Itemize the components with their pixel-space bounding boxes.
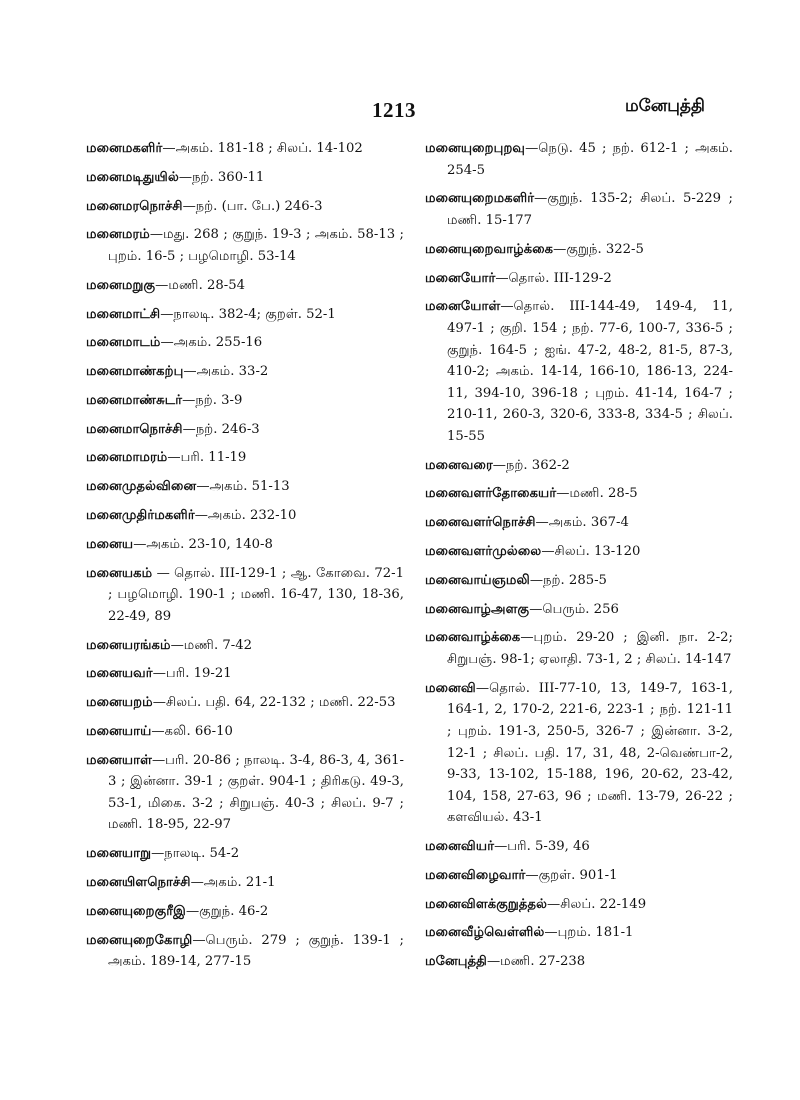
entry-headword: மனைவிளக்குறுத்தல் — [425, 896, 548, 912]
index-entry — [425, 138, 733, 181]
index-entry — [86, 901, 404, 923]
entry-references: —கலி. 66-10 — [151, 723, 233, 739]
entry-headword: மனையுறைமகளிர் — [425, 191, 535, 207]
entry-headword: மனைமரம் — [86, 227, 150, 243]
entry-headword: மனையோள் — [425, 299, 501, 315]
index-entry — [86, 275, 404, 297]
entry-headword: மனைமாமரம் — [86, 450, 168, 466]
index-entry — [86, 138, 404, 160]
entry-headword: மனைமகளிர் — [86, 141, 163, 156]
entry-references: —நாலடி. 382-4; குறள். 52-1 — [160, 306, 336, 322]
entry-references: —குறுந். 135-2; சிலப். 5-229 ; மணி. 15-177 — [447, 191, 733, 228]
entry-headword: மனையுறைகுரீஇ — [86, 903, 186, 919]
entry-references: —அகம். 23-10, 140-8 — [133, 536, 273, 552]
entry-headword: மனைவாய்ஞமலி — [425, 572, 530, 588]
entry-headword: மனையுறைவாழ்க்கை — [425, 241, 554, 257]
index-entry — [86, 663, 404, 685]
running-head: மனேபுத்தி — [625, 96, 705, 116]
entry-headword: மனைமரநொச்சி — [86, 198, 183, 214]
entry-references: —சிலப். 13-120 — [541, 544, 641, 559]
index-entry — [86, 447, 404, 469]
index-entry — [86, 635, 404, 657]
entry-headword: மனையுறைகோழி — [86, 932, 193, 948]
entry-headword: மனைவிழைவார் — [425, 867, 526, 883]
entry-headword: மனைமாட்சி — [86, 306, 161, 322]
index-entry — [86, 304, 404, 326]
entry-references: —அகம். 21-1 — [190, 874, 276, 890]
entry-headword: மனையவர் — [86, 666, 153, 682]
entry-references: —சிலப். 22-149 — [547, 896, 647, 912]
index-entry — [86, 361, 404, 383]
entry-references: —நற். 360-11 — [178, 169, 265, 185]
index-entry — [425, 627, 733, 670]
index-entry — [86, 872, 404, 894]
entry-headword: மனைய — [86, 536, 134, 552]
index-entry — [425, 455, 733, 477]
entry-headword: மனைவாழ்அளகு — [425, 601, 530, 617]
entry-references: —மது. 268 ; குறுந். 19-3 ; அகம். 58-13 ; புறம். 16-5 ; பழமொழி. 53-14 — [108, 227, 404, 264]
entry-references: —பரி. 5-39, 46 — [494, 839, 590, 855]
index-entry — [86, 167, 404, 189]
entry-references: —அகம். 255-16 — [160, 335, 263, 351]
index-entry — [86, 563, 404, 628]
entry-references: —பரி. 11-19 — [167, 450, 247, 466]
index-entry — [86, 505, 404, 527]
entry-headword: மனையிளநொச்சி — [86, 874, 191, 890]
entry-references: —மணி. 28-5 — [556, 486, 638, 502]
index-entry — [425, 922, 733, 944]
entry-references: —மணி. 7-42 — [170, 637, 253, 653]
index-entry — [425, 512, 733, 534]
index-entry — [425, 678, 733, 829]
entry-headword: மனையகம் — [86, 565, 153, 581]
index-entry — [425, 541, 733, 563]
index-entry — [425, 894, 733, 916]
index-entry — [86, 476, 404, 498]
left-column — [86, 138, 404, 980]
index-entry — [86, 692, 404, 714]
index-entry — [425, 951, 733, 973]
entry-references: —நற். 246-3 — [182, 421, 260, 437]
entry-headword: மனையரங்கம் — [86, 637, 171, 653]
entry-headword: மனையுறைபுறவு — [425, 141, 526, 156]
index-entry — [425, 865, 733, 887]
index-entry — [425, 188, 733, 231]
entry-headword: மனேபுத்தி — [425, 954, 487, 970]
entry-references: —அகம். 33-2 — [183, 364, 269, 380]
index-entry — [425, 570, 733, 592]
entry-references: —மணி. 27-238 — [486, 954, 586, 970]
entry-references: —மணி. 28-54 — [155, 277, 245, 293]
index-entry — [86, 930, 404, 973]
entry-references: —அகம். 367-4 — [535, 515, 629, 531]
right-column — [425, 138, 733, 980]
entry-references: —தொல். III-129-2 — [495, 270, 612, 286]
entry-references: —பரி. 20-86 ; நாலடி. 3-4, 86-3, 4, 361-3 ; இன்னா. 39-1 ; குறள். 904-1 ; திரிகடு. 49-3, 53-1, மிகை. 3-2 ; சிறுபஞ். 40-3 ; சிலப். 9-7 ; மணி. 18-95, 22-97 — [108, 752, 404, 833]
entry-references: —நற். 3-9 — [182, 392, 243, 408]
entry-headword: மனைமறுகு — [86, 277, 156, 293]
entry-headword: மனையோர் — [425, 270, 496, 286]
entry-references: —நற். (பா. பே.) 246-3 — [182, 198, 323, 214]
index-entry — [425, 483, 733, 505]
entry-headword: மனையறம் — [86, 695, 153, 711]
entry-references: —நற். 362-2 — [492, 457, 570, 473]
entry-references: —குறுந். 46-2 — [185, 903, 269, 919]
entry-references: — தொல். III-129-1 ; ஆ. கோவை. 72-1 ; பழமொழி. 190-1 ; மணி. 16-47, 130, 18-36, 22-49, 89 — [108, 565, 404, 624]
entry-references: —நெடு. 45 ; நற். 612-1 ; அகம். 254-5 — [447, 141, 733, 178]
entry-headword: மனைவளர்நொச்சி — [425, 515, 536, 531]
entry-references: —தொல். III-144-49, 149-4, 11, 497-1 ; குறி. 154 ; நற். 77-6, 100-7, 336-5 ; குறுந். 164-5 ; ஐங். 47-2, 48-2, 81-5, 87-3, 410-2; அகம். 14-14, 166-10, 186-13, 224-11, 394-10, 396-18 ; புறம். 41-14, 164-7 ; 210-11, 260-3, 320-6, 333-8, 334-5 ; சிலப். 15-55 — [447, 299, 733, 444]
entry-headword: மனைமடிதுயில் — [86, 169, 179, 185]
entry-references: —நாலடி. 54-2 — [151, 846, 240, 862]
entry-headword: மனைவி — [425, 680, 476, 696]
index-entry — [86, 721, 404, 743]
entry-headword: மனையாள் — [86, 752, 152, 768]
entry-headword: மனையாறு — [86, 846, 152, 862]
entry-headword: மனைமாண்சுடர் — [86, 392, 183, 408]
entry-references: —பெரும். 279 ; குறுந். 139-1 ; அகம். 189-14, 277-15 — [108, 932, 404, 970]
entry-headword: மனைவாழ்க்கை — [425, 630, 521, 646]
entry-headword: மனைமாடம் — [86, 335, 161, 351]
entry-headword: மனையாய் — [86, 723, 152, 739]
entry-references: —புறம். 181-1 — [544, 925, 634, 941]
entry-headword: மனைவியர் — [425, 839, 495, 855]
index-entry — [86, 224, 404, 267]
entry-headword: மனைவரை — [425, 457, 493, 473]
entry-references: —குறுந். 322-5 — [553, 241, 644, 257]
entry-references: —அகம். 232-10 — [194, 507, 297, 523]
entry-headword: மனைமுதல்வினை — [86, 479, 197, 495]
entry-headword: மனைவளர்தோகையர் — [425, 486, 557, 502]
entry-headword: மனைமுதிர்மகளிர் — [86, 507, 195, 523]
index-entry — [425, 296, 733, 447]
entry-references: —பெரும். 256 — [529, 601, 619, 617]
index-entry — [86, 843, 404, 865]
entry-references: —தொல். III-77-10, 13, 149-7, 163-1, 164-1, 2, 170-2, 221-6, 223-1 ; நற். 121-11 ; புறம். 191-3, 250-5, 326-7 ; இன்னா. 3-2, 12-1 ; சிலப். பதி. 17, 31, 48, 2-வெண்பா-2, 9-33, 13-102, 15-188, 196, 20-62, 23-42, 104, 158, 27-63, 96 ; மணி. 13-79, 26-22 ; களவியல். 43-1 — [447, 680, 733, 826]
entry-references: —புறம். 29-20 ; இனி. நா. 2-2; சிறுபஞ். 98-1; ஏலாதி. 73-1, 2 ; சிலப். 14-147 — [447, 630, 733, 667]
entry-headword: மனைவளர்முல்லை — [425, 544, 542, 559]
index-entry — [86, 534, 404, 556]
index-entry — [425, 268, 733, 290]
entry-references: —பரி. 19-21 — [152, 666, 232, 682]
entry-references: —நற். 285-5 — [529, 572, 607, 588]
index-entry — [86, 196, 404, 218]
entry-references: —சிலப். பதி. 64, 22-132 ; மணி. 22-53 — [152, 695, 396, 711]
index-entry — [86, 332, 404, 354]
index-entry — [86, 390, 404, 412]
entry-headword: மனைவீழ்வெள்ளில் — [425, 925, 545, 941]
index-entry — [86, 419, 404, 441]
entry-references: —குறள். 901-1 — [525, 867, 618, 883]
index-entry — [86, 750, 404, 836]
entry-headword: மனைமாண்கற்பு — [86, 364, 184, 380]
entry-headword: மனைமாநொச்சி — [86, 421, 183, 437]
index-entry — [425, 599, 733, 621]
page-number: 1213 — [372, 98, 416, 122]
entry-references: —அகம். 51-13 — [196, 479, 290, 495]
index-entry — [425, 239, 733, 261]
entry-references: —அகம். 181-18 ; சிலப். 14-102 — [162, 141, 363, 156]
index-entry — [425, 836, 733, 858]
